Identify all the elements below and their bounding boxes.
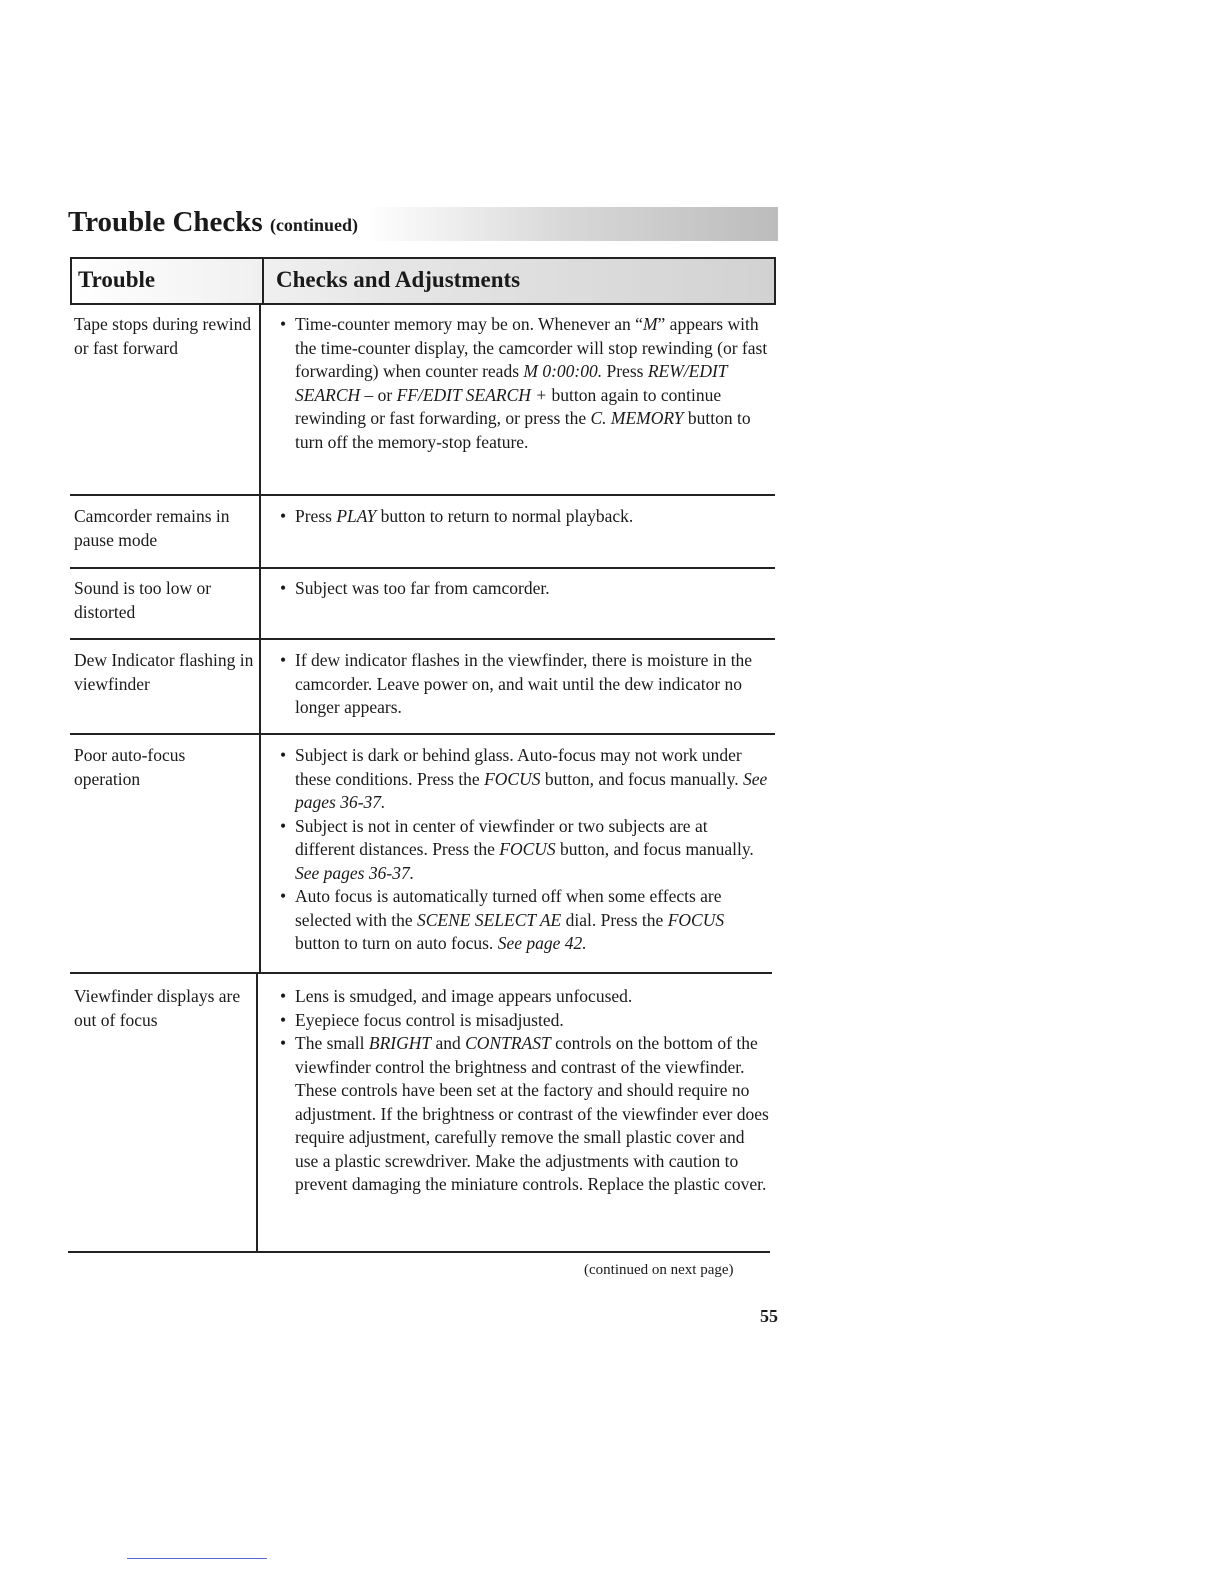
row-rule	[70, 972, 772, 974]
bullet-icon: •	[280, 815, 287, 836]
column-divider	[259, 305, 261, 494]
page-title	[68, 206, 358, 239]
check-text-emphasis: See page 42.	[497, 933, 587, 953]
column-divider	[259, 495, 261, 567]
check-text: Press	[295, 506, 337, 526]
continued-note: (continued on next page)	[584, 1262, 734, 1278]
column-divider	[256, 973, 258, 1251]
row-rule	[70, 494, 775, 496]
header-column-divider	[262, 259, 264, 303]
check-text-emphasis: PLAY	[336, 506, 377, 526]
check-text: Subject is dark or behind glass. Auto-focus may not work under these conditions. Press the	[295, 745, 742, 789]
trouble-cell: Dew Indicator flashing in viewfinder	[74, 650, 254, 694]
bullet-icon: •	[280, 986, 287, 1006]
check-item	[280, 744, 770, 815]
row-rule	[70, 638, 775, 640]
check-item	[280, 577, 770, 601]
check-text: Time-counter memory may be on. Whenever an “	[295, 314, 643, 334]
trouble-cell: Camcorder remains in pause mode	[74, 506, 230, 550]
check-text: Lens is smudged, and image appears unfocused.	[295, 986, 633, 1006]
checks-cell	[280, 505, 770, 529]
header-checks-and-adjustments: Checks and Adjustments	[276, 267, 521, 292]
column-divider	[259, 734, 261, 972]
trouble-cell: Tape stops during rewind or fast forward	[74, 314, 252, 358]
check-item	[280, 505, 770, 529]
bullet-icon: •	[280, 1009, 287, 1030]
check-item	[280, 313, 770, 454]
footer-rule	[127, 1558, 267, 1559]
check-item	[280, 885, 770, 956]
trouble-cell: Sound is too low or distorted	[74, 578, 212, 622]
check-text: button to turn off the memory-stop feature.	[295, 408, 751, 452]
row-rule	[70, 567, 775, 569]
check-text-emphasis: See pages 36-37.	[295, 768, 768, 812]
page-title-main: Trouble Checks	[68, 206, 263, 238]
check-text-emphasis: M 0:00:00.	[523, 361, 603, 381]
row-rule	[70, 733, 775, 735]
checks-cell	[280, 313, 770, 454]
check-text: controls on the bottom of the viewfinder control the brightness and contrast of the viewfinder. These controls have been set at the factory and should require no adjustment. If the brightness or contrast of the viewfinder ever does require adjustment, carefully remove the small plastic cover and use a plastic screwdriver. Make the adjustments with caution to prevent damaging the miniature controls. Replace the plastic cover.	[295, 1033, 769, 1194]
check-text: button to turn on auto focus.	[295, 933, 498, 953]
check-item	[280, 1032, 770, 1197]
check-text-emphasis: M	[642, 314, 658, 334]
check-text: If dew indicator flashes in the viewfinder, there is moisture in the camcorder. Leave power on, and wait until the dew indicator no longer appears.	[295, 650, 753, 717]
bullet-icon: •	[280, 578, 287, 598]
check-text: button to return to normal playback.	[376, 506, 634, 526]
check-text-emphasis: SCENE SELECT AE	[416, 909, 562, 930]
check-item	[280, 649, 770, 720]
checks-cell	[280, 744, 770, 956]
check-text-emphasis: See pages 36-37.	[295, 862, 415, 883]
bullet-icon: •	[280, 650, 287, 670]
check-text-emphasis: FF/EDIT SEARCH +	[396, 384, 548, 405]
table-header	[70, 257, 776, 305]
check-text: Subject was too far from camcorder.	[295, 578, 550, 598]
page-title-subtitle: (continued)	[269, 215, 358, 235]
header-trouble: Trouble	[78, 267, 156, 292]
check-text: Auto focus is automatically turned off when some effects are selected with the	[295, 886, 722, 930]
check-text: button again to continue rewinding or fast forwarding, or press the	[295, 384, 722, 428]
checks-cell	[280, 985, 770, 1197]
column-divider	[259, 639, 261, 733]
check-text-emphasis: CONTRAST	[465, 1033, 551, 1053]
check-text: button, and focus manually.	[540, 768, 743, 789]
trouble-cell: Viewfinder displays are out of focus	[74, 986, 241, 1030]
bullet-icon: •	[280, 886, 287, 906]
check-text-emphasis: REW/EDIT SEARCH –	[295, 361, 728, 405]
check-item	[280, 815, 770, 886]
check-text: button, and focus manually.	[555, 839, 754, 859]
bullet-icon: •	[280, 314, 287, 334]
check-text: Press	[602, 361, 648, 381]
check-text-emphasis: FOCUS	[667, 909, 725, 930]
check-text-emphasis: C. MEMORY	[590, 408, 684, 428]
column-divider	[259, 568, 261, 638]
checks-cell	[280, 577, 770, 601]
check-text: The small	[295, 1033, 369, 1053]
check-text: Eyepiece focus control is misadjusted.	[295, 1009, 564, 1030]
checks-cell	[280, 649, 770, 720]
check-text: or	[373, 384, 397, 405]
bullet-icon: •	[280, 1033, 287, 1053]
trouble-cell: Poor auto-focus operation	[74, 745, 186, 789]
check-item	[280, 985, 770, 1009]
check-text: Subject is not in center of viewfinder or two subjects are at different distances. Press the	[295, 815, 708, 859]
row-rule	[68, 1251, 770, 1253]
check-text: ” appears with the time-counter display, the camcorder will stop rewinding (or fast forwarding) when counter reads	[295, 314, 768, 381]
check-text: and	[431, 1033, 466, 1053]
bullet-icon: •	[280, 506, 287, 526]
page-number: 55	[760, 1306, 778, 1326]
check-text-emphasis: FOCUS	[499, 839, 556, 859]
check-text-emphasis: FOCUS	[484, 768, 541, 789]
check-text-emphasis: BRIGHT	[368, 1033, 432, 1053]
bullet-icon: •	[280, 745, 287, 765]
check-item	[280, 1009, 770, 1033]
check-text: dial. Press the	[561, 909, 668, 930]
